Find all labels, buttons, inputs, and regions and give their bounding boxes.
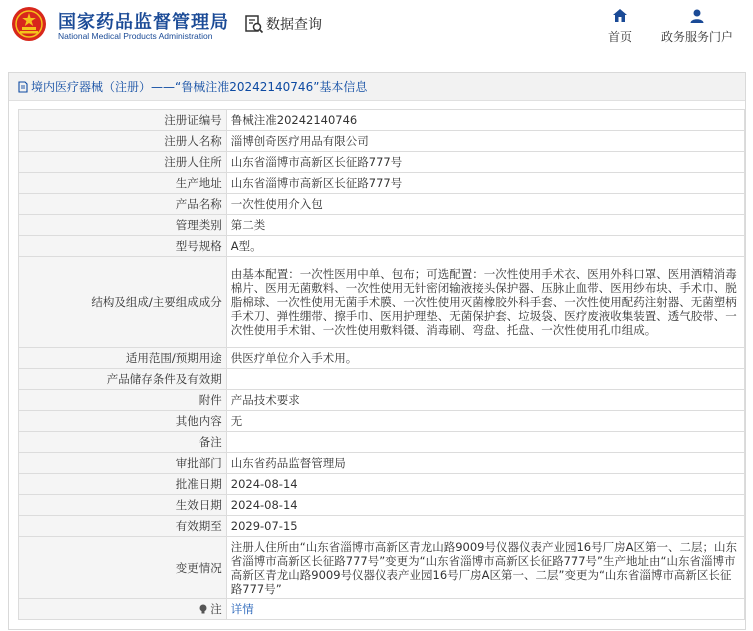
home-icon: [612, 8, 628, 24]
row-value: 供医疗单位介入手术用。: [226, 348, 744, 369]
table-row: [19, 537, 745, 599]
row-value: 2024-08-14: [226, 474, 744, 495]
row-label: 管理类别: [19, 215, 227, 236]
table-row: [19, 390, 745, 411]
table-row: [19, 173, 745, 194]
row-label: 注册人住所: [19, 152, 227, 173]
row-value: [226, 369, 744, 390]
detail-panel: [8, 72, 746, 630]
table-row: [19, 516, 745, 537]
row-label: 产品储存条件及有效期: [19, 369, 227, 390]
table-row: [19, 215, 745, 236]
row-value: A型。: [226, 236, 744, 257]
table-row: [19, 369, 745, 390]
row-value: 2024-08-14: [226, 495, 744, 516]
nav-home[interactable]: [602, 8, 638, 45]
data-query-link[interactable]: [244, 12, 322, 36]
row-value: 一次性使用介入包: [226, 194, 744, 215]
nav-service-label: 政务服务门户: [660, 30, 733, 44]
row-label: 产品名称: [19, 194, 227, 215]
row-value: 鲁械注准20242140746: [226, 110, 744, 131]
document-icon: [17, 81, 29, 93]
row-value: 产品技术要求: [226, 390, 744, 411]
row-value: [226, 432, 744, 453]
row-value: 由基本配置：一次性医用中单、包布；可选配置：一次性使用手术衣、医用外科口罩、医用酒精消毒棉片、医用无菌敷料、一次性使用无针密闭输液接头保护器、压脉止血带、医用纱布块、手术巾、脱脂棉球、一次性使用无菌手术膜、一次性使用灭菌橡胶外科手套、一次性使用配药注射器、无菌塑柄手术刀、弹性绷带、擦手巾、医用护理垫、无菌保护套、垃圾袋、医疗废液收集装置、透气胶带、一次性使用手术钳、一次性使用敷料镊、消毒刷、弯盘、托盘、一次性使用孔巾组成。: [226, 257, 744, 348]
row-label: 生产地址: [19, 173, 227, 194]
note-label-cell: [19, 599, 227, 620]
row-value: 无: [226, 411, 744, 432]
table-row: [19, 152, 745, 173]
table-row: [19, 474, 745, 495]
nav-home-label: 首页: [607, 30, 632, 44]
user-icon: [689, 8, 705, 24]
row-value: 注册人住所由“山东省淄博市高新区青龙山路9009号仪器仪表产业园16号厂房A区第一、二层；山东省淄博市高新区长征路777号”变更为“山东省淄博市高新区长征路777号”生产地址由“山东省淄博市高新区青龙山路9009号仪器仪表产业园16号厂房A区第一、二层”变更为“山东省淄博市高新区长征路777号”: [226, 537, 744, 599]
table-row: [19, 495, 745, 516]
table-row: [19, 599, 745, 620]
row-label: 附件: [19, 390, 227, 411]
brand-name-cn: 国家药品监督管理局: [58, 12, 229, 33]
row-label: 其他内容: [19, 411, 227, 432]
row-label: 生效日期: [19, 495, 227, 516]
row-label: 批准日期: [19, 474, 227, 495]
row-label: 适用范围/预期用途: [19, 348, 227, 369]
row-label: 注册证编号: [19, 110, 227, 131]
note-value-cell: [226, 599, 744, 620]
row-value: 山东省药品监督管理局: [226, 453, 744, 474]
row-value: 山东省淄博市高新区长征路777号: [226, 152, 744, 173]
note-label: 注: [210, 602, 222, 616]
table-row: [19, 411, 745, 432]
row-label: 型号规格: [19, 236, 227, 257]
registration-info-table: [18, 109, 745, 620]
row-label: 结构及组成/主要组成成分: [19, 257, 227, 348]
row-label: 备注: [19, 432, 227, 453]
data-query-icon: [244, 14, 264, 34]
table-row: [19, 110, 745, 131]
lightbulb-icon: [198, 604, 208, 615]
table-row: [19, 453, 745, 474]
data-query-label: 数据查询: [266, 17, 322, 33]
panel-title: 境内医疗器械（注册）——“鲁械注准20242140746”基本信息: [31, 80, 368, 94]
table-row: [19, 257, 745, 348]
brand-name-en: National Medical Products Administration: [58, 31, 213, 41]
table-row: [19, 236, 745, 257]
row-value: 2029-07-15: [226, 516, 744, 537]
panel-title-bar: [9, 73, 745, 101]
table-row: [19, 131, 745, 152]
table-row: [19, 194, 745, 215]
row-label: 变更情况: [19, 537, 227, 599]
nav-service-portal[interactable]: [655, 8, 739, 45]
row-value: 山东省淄博市高新区长征路777号: [226, 173, 744, 194]
header-divider: [233, 12, 234, 38]
details-link[interactable]: 详情: [230, 602, 254, 616]
row-value: 淄博创奇医疗用品有限公司: [226, 131, 744, 152]
row-value: 第二类: [226, 215, 744, 236]
table-row: [19, 348, 745, 369]
table-row: [19, 432, 745, 453]
site-header: [0, 0, 753, 56]
row-label: 注册人名称: [19, 131, 227, 152]
national-emblem-icon: [11, 6, 47, 42]
row-label: 有效期至: [19, 516, 227, 537]
row-label: 审批部门: [19, 453, 227, 474]
